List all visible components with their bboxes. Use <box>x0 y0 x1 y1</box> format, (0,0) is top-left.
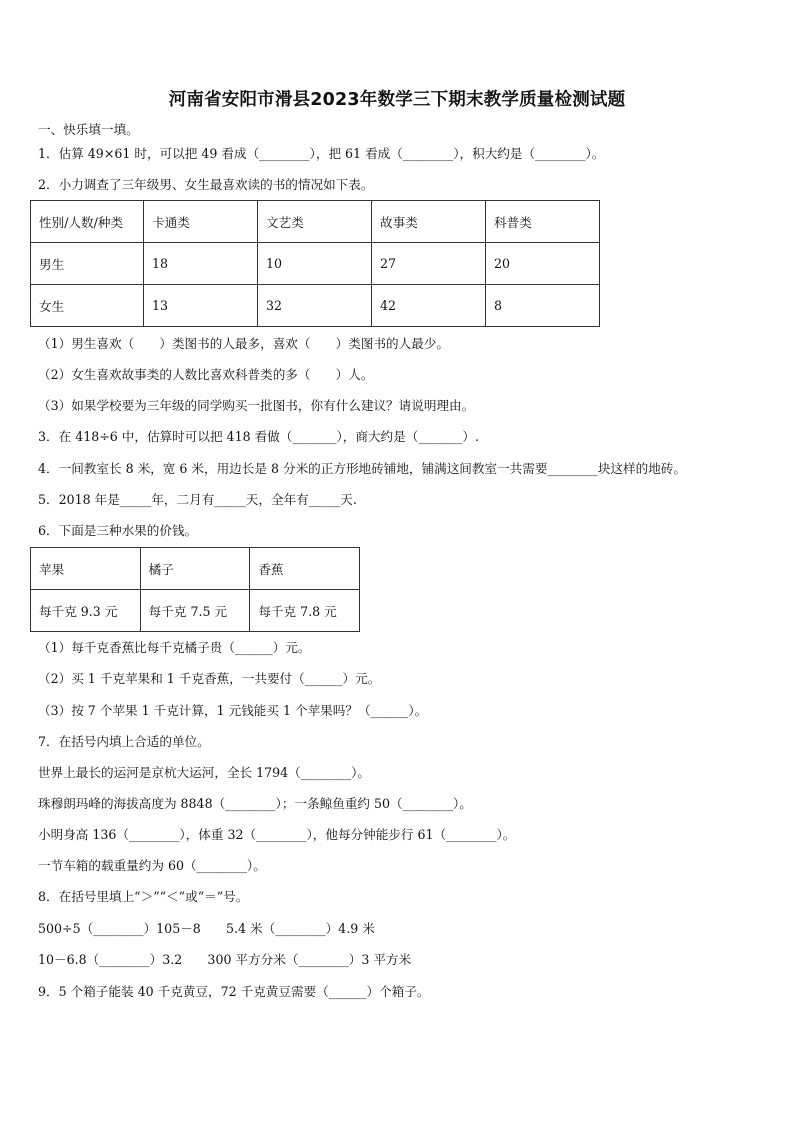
table-row <box>31 201 600 243</box>
question-7-line-1: 世界上最长的运河是京杭大运河，全长 1794（________）。 <box>38 765 371 780</box>
table-cell: 20 <box>486 243 600 285</box>
question-7-line-3: 小明身高 136（________），体重 32（________），他每分钟能步行 61（________）。 <box>38 827 516 842</box>
table-row <box>31 285 600 327</box>
table-cell: 8 <box>486 285 600 327</box>
table-cell: 10 <box>258 243 372 285</box>
table-row <box>31 548 360 590</box>
table-cell: 18 <box>144 243 258 285</box>
question-6-part-2: （2）买 1 千克苹果和 1 千克香蕉，一共要付（______）元。 <box>38 671 381 686</box>
table-cell: 32 <box>258 285 372 327</box>
fruit-price-table <box>30 547 360 632</box>
question-8-line-2: 10－6.8（________）3.2 300 平方分米（________）3 平方米 <box>38 952 412 967</box>
question-9: 9．5 个箱子能装 40 千克黄豆，72 千克黄豆需要（______）个箱子。 <box>38 984 430 999</box>
table-cell: 科普类 <box>486 201 600 243</box>
table-cell: 每千克 7.8 元 <box>250 590 360 632</box>
page-title: 河南省安阳市滑县2023年数学三下期末教学质量检测试题 <box>168 90 626 110</box>
table-cell: 性别/人数/种类 <box>31 201 144 243</box>
question-6-part-3: （3）按 7 个苹果 1 千克计算，1 元钱能买 1 个苹果吗？（______）。 <box>38 703 428 718</box>
table-cell: 42 <box>372 285 486 327</box>
question-4: 4．一间教室长 8 米，宽 6 米，用边长是 8 分米的正方形地砖铺地，铺满这间教室一共需要________块这样的地砖。 <box>38 461 686 476</box>
table-row <box>31 243 600 285</box>
table-cell: 男生 <box>31 243 144 285</box>
question-1: 1．估算 49×61 时，可以把 49 看成（________），把 61 看成（________），积大约是（________）。 <box>38 146 605 161</box>
reading-survey-table <box>30 200 600 327</box>
question-7: 7．在括号内填上合适的单位。 <box>38 734 210 749</box>
question-3: 3．在 418÷6 中，估算时可以把 418 看做（_______），商大约是（_______）. <box>38 429 479 444</box>
table-row <box>31 590 360 632</box>
section-heading: 一、快乐填一填。 <box>38 122 139 137</box>
question-2-part-3: （3）如果学校要为三年级的同学购买一批图书，你有什么建议？请说明理由。 <box>38 398 475 413</box>
question-6: 6．下面是三种水果的价钱。 <box>38 523 198 538</box>
table-cell: 每千克 9.3 元 <box>31 590 141 632</box>
table-cell: 苹果 <box>31 548 141 590</box>
table-cell: 橘子 <box>140 548 250 590</box>
question-2-part-1: （1）男生喜欢（ ）类图书的人最多，喜欢（ ）类图书的人最少。 <box>38 336 450 351</box>
question-7-line-2: 珠穆朗玛峰的海拔高度为 8848（________）；一条鲸鱼重约 50（________）。 <box>38 796 472 811</box>
table-cell: 香蕉 <box>250 548 360 590</box>
question-8: 8．在括号里填上“＞”“＜”或“＝”号。 <box>38 889 249 904</box>
table-cell: 卡通类 <box>144 201 258 243</box>
question-2-part-2: （2）女生喜欢故事类的人数比喜欢科普类的多（ ）人。 <box>38 367 374 382</box>
question-5: 5．2018 年是_____年，二月有_____天，全年有_____天. <box>38 492 357 507</box>
question-2: 2．小力调查了三年级男、女生最喜欢读的书的情况如下表。 <box>38 177 374 192</box>
table-cell: 13 <box>144 285 258 327</box>
question-6-part-1: （1）每千克香蕉比每千克橘子贵（______）元。 <box>38 640 311 655</box>
question-8-line-1: 500÷5（________）105－8 5.4 米（________）4.9 米 <box>38 921 375 936</box>
table-cell: 文艺类 <box>258 201 372 243</box>
question-7-line-4: 一节车箱的载重量约为 60（________）。 <box>38 858 266 873</box>
table-cell: 故事类 <box>372 201 486 243</box>
table-cell: 女生 <box>31 285 144 327</box>
table-cell: 每千克 7.5 元 <box>140 590 250 632</box>
table-cell: 27 <box>372 243 486 285</box>
